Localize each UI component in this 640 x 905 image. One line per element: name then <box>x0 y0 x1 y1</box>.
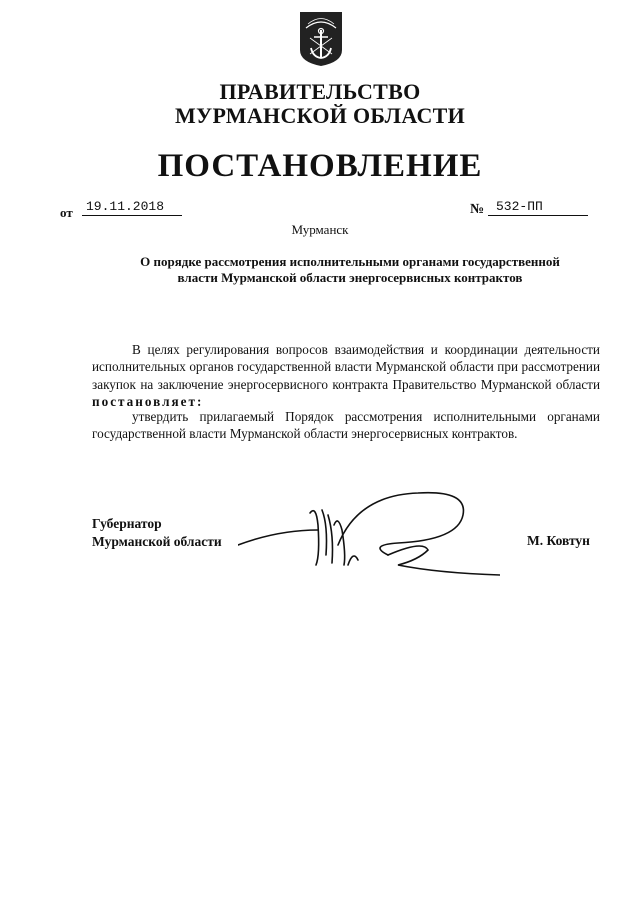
government-title-line2: МУРМАНСКОЙ ОБЛАСТИ <box>174 103 466 128</box>
government-title-line1: ПРАВИТЕЛЬСТВО <box>219 79 421 104</box>
date-label: от <box>60 205 73 220</box>
signatory-position <box>92 515 222 551</box>
signatory-position-line1: Губернатор <box>92 516 162 531</box>
body-paragraph-2: утвердить прилагаемый Порядок рассмотрения исполнительными органами государственной власти Мурманской области энергосервисных контрактов. <box>92 409 600 442</box>
document-subject: О порядке рассмотрения исполнительными органами государственной власти Мурманской области энергосервисных контрактов <box>140 254 560 285</box>
coat-of-arms-emblem <box>298 10 344 68</box>
resolution-verb: постановляет: <box>92 393 204 409</box>
body-paragraph-1-text: В целях регулирования вопросов взаимодействия и координации деятельности исполнительных органов государственной власти Мурманской области при рассмотрении закупок на заключение энергосервисного контракта Правительство Мурманской области <box>92 342 600 392</box>
signatory-position-line2: Мурманской области <box>92 534 222 549</box>
document-type-title: ПОСТАНОВЛЕНИЕ <box>157 148 483 184</box>
signatory-name: М. Ковтун <box>527 533 590 548</box>
document-number: 532-ПП <box>488 199 588 216</box>
handwritten-signature <box>238 485 500 585</box>
number-label: № <box>470 202 485 217</box>
body-paragraph-1 <box>92 341 600 410</box>
city-name: Мурманск <box>291 222 349 237</box>
document-date: 19.11.2018 <box>82 199 182 216</box>
